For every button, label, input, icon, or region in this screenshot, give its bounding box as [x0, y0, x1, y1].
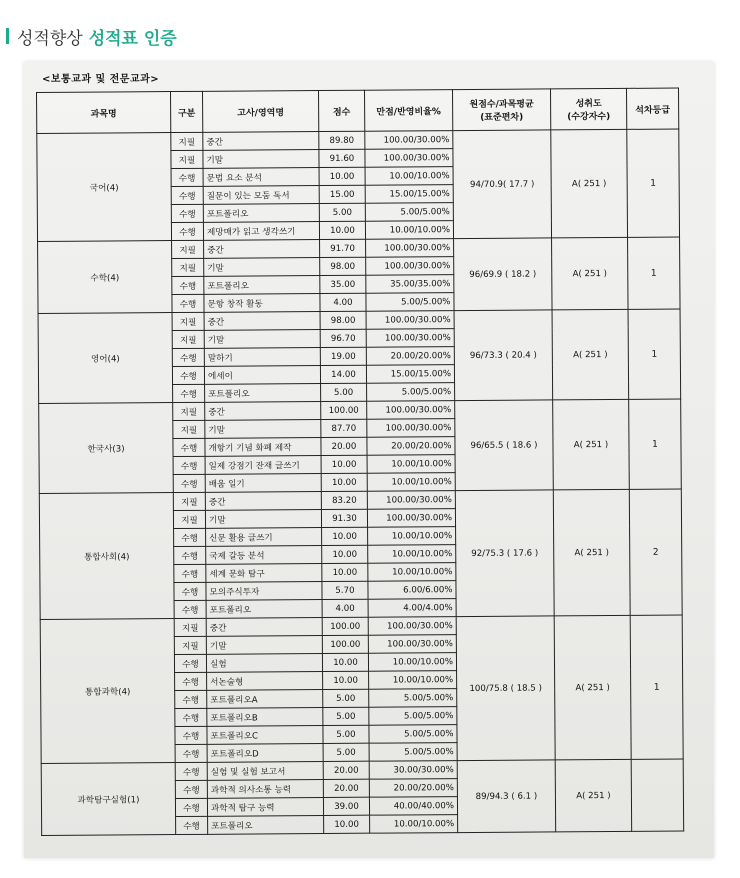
- exam-type: 수행: [175, 780, 207, 798]
- exam-area: 신문 활용 글쓰기: [206, 528, 322, 547]
- table-row: [37, 129, 679, 151]
- table-row: [41, 759, 683, 781]
- exam-area: 세계 문화 탐구: [206, 564, 322, 583]
- exam-score: 20.00: [323, 761, 369, 779]
- exam-ratio: 5.00/5.00%: [369, 707, 457, 726]
- exam-score: 98.00: [320, 257, 366, 275]
- exam-ratio: 10.00/10.00%: [365, 167, 453, 186]
- exam-type: 수행: [175, 708, 207, 726]
- page-header: [6, 24, 177, 48]
- exam-area: 실험 및 실험 보고서: [207, 762, 323, 781]
- exam-type: 수행: [173, 438, 205, 456]
- exam-score: 4.00: [322, 599, 368, 617]
- exam-area: 질문이 있는 모둠 독서: [203, 186, 319, 205]
- exam-type: 수행: [175, 762, 207, 780]
- subject-rank: 1: [630, 615, 683, 759]
- exam-type: 수행: [175, 690, 207, 708]
- exam-area: 중간: [206, 618, 322, 637]
- exam-score: 19.00: [320, 347, 366, 365]
- exam-ratio: 100.00/30.00%: [366, 311, 454, 330]
- exam-area: 문법 요소 분석: [203, 168, 319, 187]
- header-avg-line1: 원점수/과목평균: [469, 99, 534, 110]
- exam-score: 35.00: [320, 275, 366, 293]
- subject-average: 89/94.3 ( 6.1 ): [457, 760, 556, 833]
- exam-ratio: 5.00/5.00%: [369, 743, 457, 762]
- exam-score: 87.70: [321, 419, 367, 437]
- exam-area: 에세이: [204, 366, 320, 385]
- exam-score: 98.00: [320, 311, 366, 329]
- table-row: [38, 237, 680, 259]
- exam-ratio: 4.00/4.00%: [368, 599, 456, 618]
- exam-ratio: 100.00/30.00%: [368, 617, 456, 636]
- exam-score: 10.00: [323, 671, 369, 689]
- exam-ratio: 100.00/30.00%: [366, 257, 454, 276]
- exam-score: 91.30: [321, 509, 367, 527]
- subject-name: 한국사(3): [39, 403, 174, 494]
- exam-area: 과학적 탐구 능력: [207, 798, 323, 817]
- exam-score: 20.00: [321, 437, 367, 455]
- exam-type: 수행: [172, 276, 204, 294]
- exam-area: 중간: [203, 132, 319, 151]
- exam-type: 수행: [172, 366, 204, 384]
- exam-area: 모의주식투자: [206, 582, 322, 601]
- exam-type: 수행: [173, 384, 205, 402]
- exam-type: 지필: [171, 150, 203, 168]
- header-score: 점수: [318, 90, 364, 131]
- exam-ratio: 5.00/5.00%: [367, 383, 455, 402]
- exam-type: 지필: [172, 330, 204, 348]
- accent-bar: [6, 28, 9, 44]
- exam-area: 포트폴리오A: [207, 690, 323, 709]
- grades-table: [36, 88, 684, 836]
- exam-area: 기말: [205, 510, 321, 529]
- exam-ratio: 20.00/20.00%: [367, 437, 455, 456]
- exam-area: 기말: [204, 258, 320, 277]
- exam-area: 포트폴리오: [208, 816, 324, 835]
- subject-achievement: A( 251 ): [553, 489, 630, 616]
- exam-area: 포트폴리오: [203, 204, 319, 223]
- exam-ratio: 100.00/30.00%: [366, 329, 454, 348]
- exam-ratio: 100.00/30.00%: [367, 419, 455, 438]
- exam-ratio: 10.00/10.00%: [370, 815, 458, 834]
- grades-body: [37, 129, 684, 835]
- exam-area: 개항기 기념 화폐 제작: [205, 438, 321, 457]
- exam-ratio: 5.00/5.00%: [369, 689, 457, 708]
- subject-average: 100/75.8 ( 18.5 ): [456, 616, 555, 761]
- exam-score: 10.00: [319, 167, 365, 185]
- exam-type: 수행: [173, 474, 205, 492]
- exam-ratio: 20.00/20.00%: [366, 347, 454, 366]
- exam-ratio: 10.00/10.00%: [368, 527, 456, 546]
- subject-rank: 2: [629, 489, 682, 615]
- exam-score: 5.70: [322, 581, 368, 599]
- exam-area: 중간: [204, 312, 320, 331]
- subject-achievement: A( 251 ): [551, 129, 628, 238]
- exam-score: 91.70: [320, 239, 366, 257]
- exam-ratio: 5.00/5.00%: [369, 725, 457, 744]
- exam-score: 91.60: [319, 149, 365, 167]
- subject-name: 수학(4): [38, 241, 172, 314]
- header-achievement: [550, 88, 626, 130]
- exam-score: 4.00: [320, 293, 366, 311]
- exam-ratio: 10.00/10.00%: [368, 653, 456, 672]
- header-title-prefix: 성적향상: [17, 28, 83, 49]
- exam-type: 수행: [175, 672, 207, 690]
- exam-type: 지필: [172, 240, 204, 258]
- exam-ratio: 10.00/10.00%: [369, 671, 457, 690]
- header-achievement-line2: (수강자수): [567, 111, 611, 123]
- subject-average: 94/70.9( 17.7 ): [453, 130, 552, 239]
- exam-ratio: 35.00/35.00%: [366, 275, 454, 294]
- exam-score: 20.00: [323, 779, 369, 797]
- table-row: [39, 489, 681, 511]
- exam-type: 지필: [172, 312, 204, 330]
- header-subject: 과목명: [37, 92, 171, 134]
- exam-ratio: 5.00/5.00%: [366, 293, 454, 312]
- exam-type: 수행: [172, 294, 204, 312]
- exam-area: 포트폴리오: [205, 384, 321, 403]
- exam-area: 포트폴리오D: [207, 744, 323, 763]
- exam-score: 10.00: [322, 653, 368, 671]
- exam-type: 수행: [174, 546, 206, 564]
- subject-achievement: A( 251 ): [555, 759, 632, 832]
- exam-score: 100.00: [322, 635, 368, 653]
- exam-type: 수행: [174, 654, 206, 672]
- exam-ratio: 10.00/10.00%: [365, 221, 453, 240]
- exam-score: 5.00: [319, 203, 365, 221]
- header-gubun: 구분: [171, 91, 203, 132]
- exam-type: 수행: [175, 726, 207, 744]
- exam-area: 포트폴리오B: [207, 708, 323, 727]
- exam-score: 5.00: [323, 689, 369, 707]
- exam-ratio: 6.00/6.00%: [368, 581, 456, 600]
- exam-ratio: 100.00/30.00%: [365, 149, 453, 168]
- exam-ratio: 5.00/5.00%: [365, 203, 453, 222]
- exam-ratio: 10.00/10.00%: [368, 545, 456, 564]
- exam-type: 지필: [173, 420, 205, 438]
- header-avg-line2: (표준편차): [480, 112, 524, 123]
- subject-rank: 1: [627, 129, 680, 237]
- exam-score: 100.00: [322, 617, 368, 635]
- exam-score: 10.00: [324, 815, 370, 833]
- exam-score: 10.00: [322, 527, 368, 545]
- exam-type: 지필: [173, 492, 205, 510]
- exam-type: 수행: [174, 528, 206, 546]
- exam-ratio: 100.00/30.00%: [367, 509, 455, 528]
- exam-type: 지필: [173, 510, 205, 528]
- exam-type: 수행: [174, 600, 206, 618]
- subject-achievement: A( 251 ): [554, 615, 631, 760]
- exam-type: 수행: [174, 564, 206, 582]
- exam-area: 실험: [206, 654, 322, 673]
- subject-achievement: A( 251 ): [552, 237, 629, 310]
- exam-area: 국제 갈등 분석: [206, 546, 322, 565]
- exam-area: 일제 강점기 잔재 글쓰기: [205, 456, 321, 475]
- subject-rank: [631, 759, 684, 831]
- exam-type: 지필: [174, 636, 206, 654]
- exam-area: 중간: [205, 402, 321, 421]
- exam-score: 83.20: [321, 491, 367, 509]
- exam-type: 지필: [174, 618, 206, 636]
- exam-type: 지필: [173, 402, 205, 420]
- exam-score: 10.00: [319, 221, 365, 239]
- subject-name: 통합사회(4): [39, 493, 174, 620]
- exam-score: 96.70: [320, 329, 366, 347]
- exam-score: 15.00: [319, 185, 365, 203]
- subject-name: 과학탐구실험(1): [41, 763, 175, 836]
- exam-type: 수행: [171, 168, 203, 186]
- exam-area: 문항 창작 활동: [204, 294, 320, 313]
- exam-area: 포트폴리오: [204, 276, 320, 295]
- header-avg: [452, 89, 550, 131]
- subject-achievement: A( 251 ): [553, 399, 630, 490]
- exam-score: 100.00: [321, 401, 367, 419]
- exam-type: 수행: [172, 348, 204, 366]
- subject-average: 92/75.3 ( 17.6 ): [455, 490, 554, 617]
- exam-ratio: 100.00/30.00%: [366, 239, 454, 258]
- exam-type: 수행: [174, 582, 206, 600]
- table-row: [38, 309, 680, 331]
- exam-score: 89.80: [319, 131, 365, 149]
- header-ratio: 만점/반영비율%: [364, 90, 452, 132]
- exam-ratio: 100.00/30.00%: [367, 401, 455, 420]
- exam-score: 14.00: [320, 365, 366, 383]
- exam-ratio: 10.00/10.00%: [368, 563, 456, 582]
- subject-rank: 1: [628, 309, 681, 399]
- exam-ratio: 100.00/30.00%: [365, 131, 453, 150]
- exam-type: 수행: [175, 798, 207, 816]
- header-achievement-line1: 성취도: [575, 99, 602, 110]
- exam-type: 수행: [171, 186, 203, 204]
- exam-area: 중간: [205, 492, 321, 511]
- exam-ratio: 10.00/10.00%: [367, 455, 455, 474]
- subject-name: 통합과학(4): [40, 619, 175, 764]
- subject-rank: 1: [629, 399, 682, 489]
- exam-area: 포트폴리오C: [207, 726, 323, 745]
- subject-average: 96/65.5 ( 18.6 ): [455, 400, 554, 491]
- exam-type: 수행: [176, 816, 208, 834]
- exam-ratio: 100.00/30.00%: [368, 635, 456, 654]
- table-row: [40, 615, 682, 637]
- exam-score: 5.00: [323, 743, 369, 761]
- section-title: <보통교과 및 전문교과>: [42, 74, 160, 85]
- exam-area: 서논술형: [207, 672, 323, 691]
- exam-score: 5.00: [323, 725, 369, 743]
- exam-score: 10.00: [322, 563, 368, 581]
- exam-type: 지필: [171, 132, 203, 150]
- exam-score: 10.00: [321, 455, 367, 473]
- subject-name: 영어(4): [38, 313, 173, 404]
- exam-area: 말하기: [204, 348, 320, 367]
- exam-area: 기말: [205, 420, 321, 439]
- header-title-highlight: 성적표 인증: [88, 28, 177, 49]
- exam-score: 10.00: [321, 473, 367, 491]
- header-area: 고사/영역명: [202, 91, 318, 133]
- exam-type: 수행: [171, 204, 203, 222]
- subject-name: 국어(4): [37, 133, 172, 242]
- exam-score: 5.00: [321, 383, 367, 401]
- exam-type: 수행: [173, 456, 205, 474]
- exam-type: 수행: [171, 222, 203, 240]
- exam-type: 수행: [175, 744, 207, 762]
- exam-ratio: 40.00/40.00%: [369, 797, 457, 816]
- exam-area: 기말: [203, 150, 319, 169]
- exam-ratio: 100.00/30.00%: [367, 491, 455, 510]
- exam-ratio: 20.00/20.00%: [369, 779, 457, 798]
- table-row: [39, 399, 681, 421]
- subject-rank: 1: [628, 237, 681, 309]
- exam-score: 5.00: [323, 707, 369, 725]
- exam-area: 배움 일기: [205, 474, 321, 493]
- exam-area: 기말: [204, 330, 320, 349]
- exam-score: 39.00: [323, 797, 369, 815]
- exam-ratio: 15.00/15.00%: [365, 185, 453, 204]
- header-rank: 석차등급: [626, 88, 678, 129]
- exam-area: 기말: [206, 636, 322, 655]
- exam-score: 10.00: [322, 545, 368, 563]
- exam-ratio: 30.00/30.00%: [369, 761, 457, 780]
- exam-ratio: 10.00/10.00%: [367, 473, 455, 492]
- exam-area: 과학적 의사소통 능력: [207, 780, 323, 799]
- exam-area: 중간: [204, 240, 320, 259]
- subject-average: 96/69.9 ( 18.2 ): [454, 238, 553, 311]
- exam-area: 포트폴리오: [206, 600, 322, 619]
- exam-type: 지필: [172, 258, 204, 276]
- subject-average: 96/73.3 ( 20.4 ): [454, 310, 553, 401]
- subject-achievement: A( 251 ): [552, 309, 629, 400]
- exam-ratio: 15.00/15.00%: [366, 365, 454, 384]
- exam-area: 제망매가 읽고 생각쓰기: [203, 222, 319, 241]
- table-header-row: [37, 88, 679, 133]
